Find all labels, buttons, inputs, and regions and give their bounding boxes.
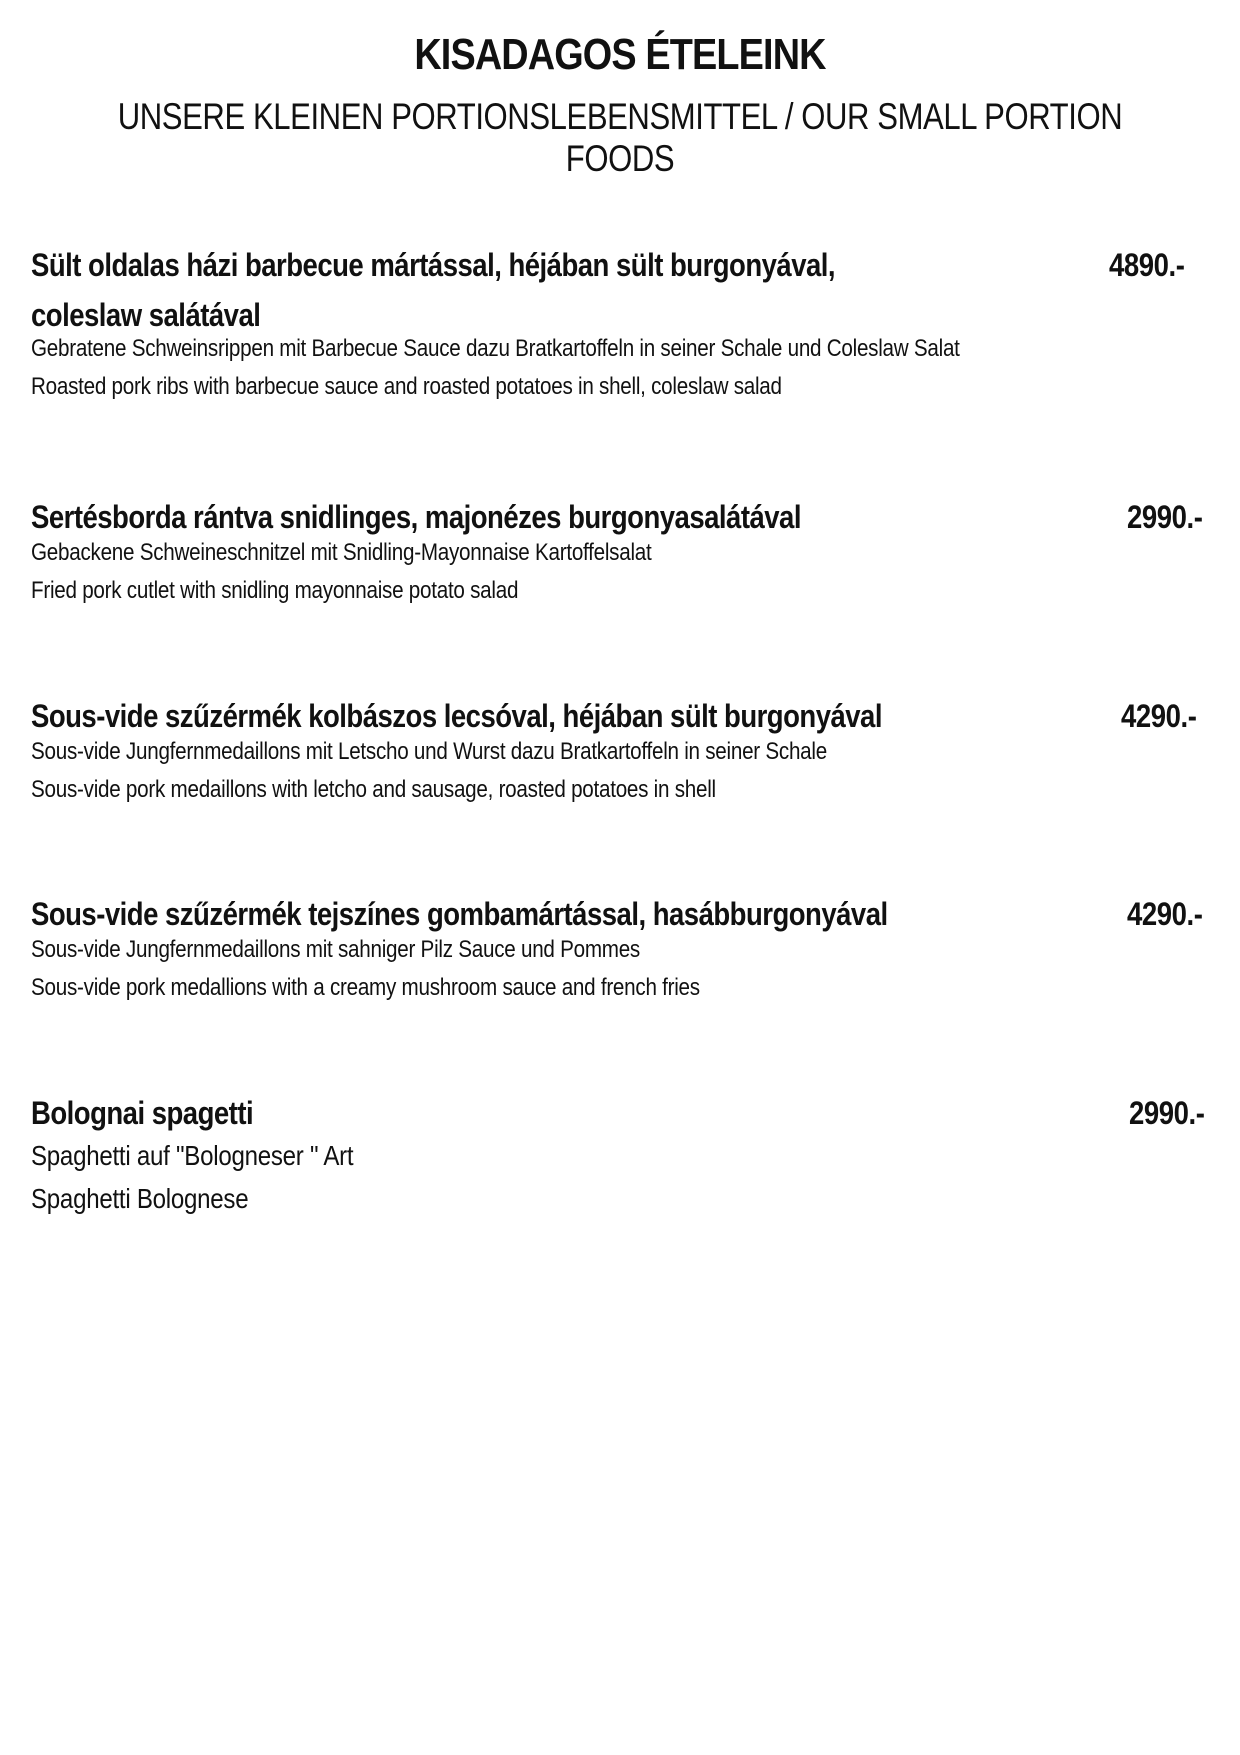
menu-item (31, 691, 1211, 809)
item-description-de: Gebackene Schweineschnitzel mit Snidling-Mayonnaise Kartoffelsalat (31, 539, 652, 566)
item-name-line: Sertésborda rántva snidlinges, majonézes burgonyasalátával (31, 499, 801, 535)
item-description-de: Sous-vide Jungfernmedaillons mit sahniger Pilz Sauce und Pommes (31, 936, 641, 963)
item-description-de: Spaghetti auf "Bologneser " Art (31, 1140, 354, 1171)
item-description-en: Fried pork cutlet with snidling mayonnaise potato salad (31, 577, 519, 604)
item-description-en: Roasted pork ribs with barbecue sauce and roasted potatoes in shell, coleslaw salad (31, 373, 782, 400)
item-name-line: Sous-vide szűzérmék kolbászos lecsóval, héjában sült burgonyával (31, 698, 882, 734)
item-description-de: Sous-vide Jungfernmedaillons mit Letscho und Wurst dazu Bratkartoffeln in seiner Schale (31, 738, 827, 765)
page-subtitle: UNSERE KLEINEN PORTIONSLEBENSMITTEL / OUR SMALL PORTION FOODS (117, 96, 1123, 179)
item-description-en: Sous-vide pork medallions with a creamy mushroom sauce and french fries (31, 974, 700, 1001)
menu-item (31, 1088, 1211, 1220)
item-price: 2990.- (1129, 1095, 1205, 1131)
item-name-line: Sült oldalas házi barbecue mártással, héjában sült burgonyával, (31, 247, 836, 283)
menu-item (31, 492, 1211, 610)
item-name-line: Bolognai spagetti (31, 1095, 254, 1131)
item-price: 4890.- (1109, 247, 1185, 283)
item-name (31, 1088, 891, 1138)
page-title: KISADAGOS ÉTELEINK (414, 30, 826, 79)
item-price: 4290.- (1121, 698, 1197, 734)
item-price: 2990.- (1127, 499, 1203, 535)
item-description-en: Sous-vide pork medaillons with letcho and sausage, roasted potatoes in shell (31, 776, 716, 803)
menu-item (31, 240, 1211, 406)
item-name-line: Sous-vide szűzérmék tejszínes gombamártással, hasábburgonyával (31, 896, 888, 932)
item-description-de: Gebratene Schweinsrippen mit Barbecue Sauce dazu Bratkartoffeln in seiner Schale und Coleslaw Salat (31, 335, 960, 362)
item-name (31, 240, 891, 340)
item-price: 4290.- (1127, 896, 1203, 932)
item-description-en: Spaghetti Bolognese (31, 1183, 249, 1214)
menu-item (31, 889, 1211, 1007)
item-name-line: coleslaw salátával (31, 297, 261, 333)
